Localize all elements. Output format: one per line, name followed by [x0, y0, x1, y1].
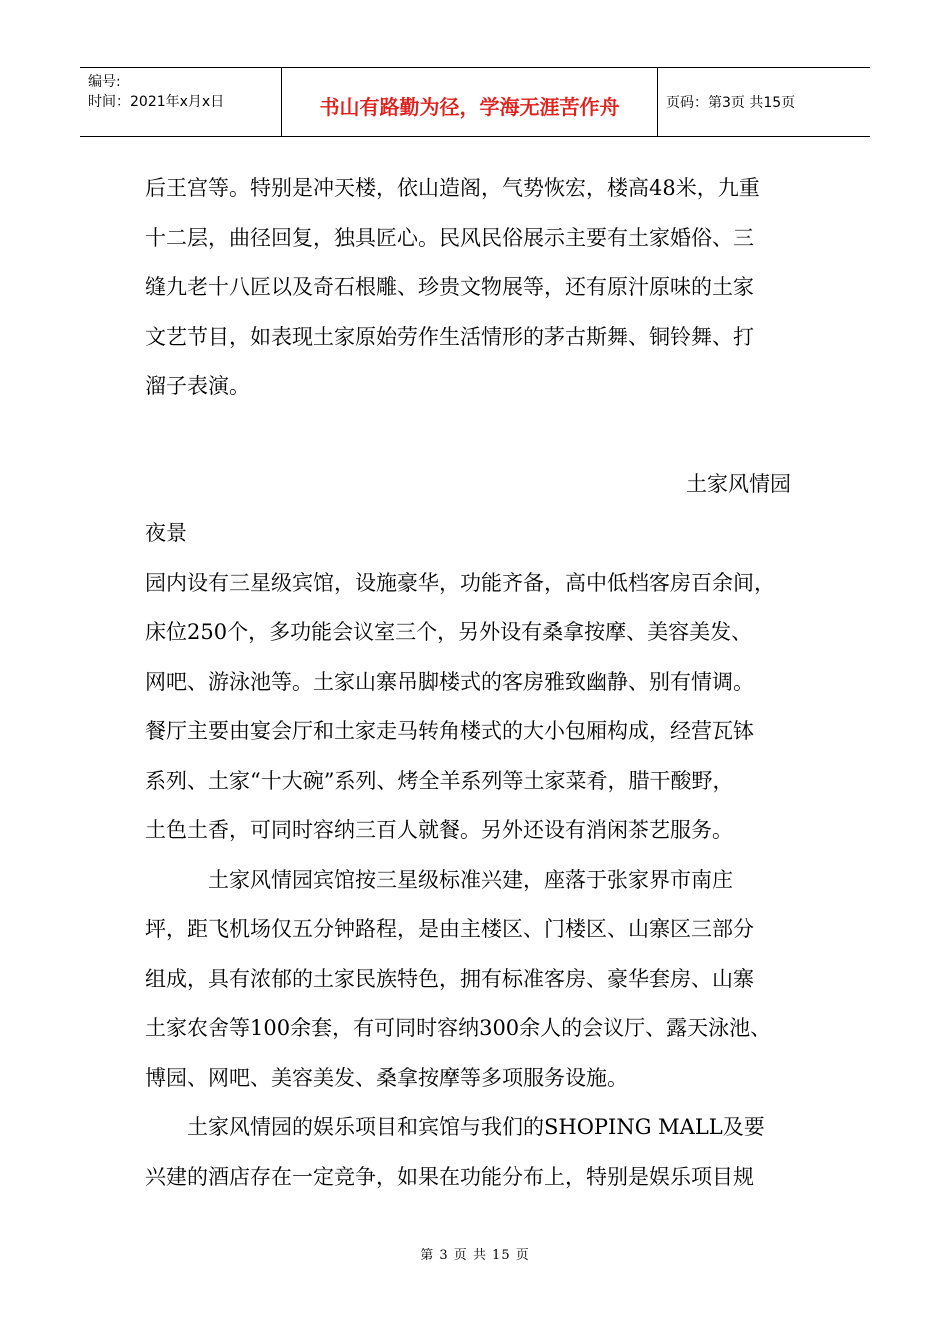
body-line: 文艺节目，如表现土家原始劳作生活情形的茅古斯舞、铜铃舞、打: [145, 324, 754, 349]
body-line: 网吧、游泳池等。土家山寨吊脚楼式的客房雅致幽静、别有情调。: [145, 669, 754, 694]
document-body: [145, 164, 805, 1202]
body-line: 系列、土家“十大碗”系列、烤全羊系列等土家菜肴，腊干酸野，: [145, 768, 734, 793]
body-line: 土家风情园的娱乐项目和宾馆与我们的SHOPING MALL及要: [145, 1115, 765, 1139]
image-caption-subtitle: 夜景: [145, 521, 187, 545]
header-meta: [80, 68, 282, 136]
page-header: [80, 67, 870, 137]
body-line: 后王宫等。特别是冲天楼，依山造阁，气势恢宏，楼高48米，九重: [145, 176, 760, 200]
body-line: 园内设有三星级宾馆，设施豪华，功能齐备，高中低档客房百余间，: [145, 570, 775, 595]
body-line: 溜子表演。: [145, 374, 250, 398]
body-line: 床位250个，多功能会议室三个，另外设有桑拿按摩、美容美发、: [145, 620, 753, 644]
time-label: 时间：2021年x月x日: [88, 94, 225, 110]
body-line: 餐厅主要由宴会厅和土家走马转角楼式的大小包厢构成，经营瓦钵: [145, 719, 754, 743]
page-footer: 第 3 页 共 15 页: [420, 1248, 530, 1263]
body-line: 土色土香，可同时容纳三百人就餐。另外还设有消闲茶艺服务。: [145, 818, 733, 842]
body-line: 缝九老十八匠以及奇石根雕、珍贵文物展等，还有原汁原味的土家: [145, 275, 754, 299]
header-page-label: 页码：第3页 共15页: [666, 95, 796, 111]
body-line: 兴建的酒店存在一定竞争，如果在功能分布上，特别是娱乐项目规: [145, 1164, 754, 1189]
body-line: 十二层，曲径回复，独具匠心。民风民俗展示主要有土家婚俗、三: [145, 225, 754, 250]
body-line: 组成，具有浓郁的土家民族特色，拥有标准客房、豪华套房、山寨: [145, 966, 754, 991]
body-line: 坪，距飞机场仅五分钟路程，是由主楼区、门楼区、山寨区三部分: [145, 917, 754, 941]
body-line: 博园、网吧、美容美发、桑拿按摩等多项服务设施。: [145, 1065, 628, 1090]
body-line: 土家风情园宾馆按三星级标准兴建，座落于张家界市南庄: [145, 867, 733, 892]
header-motto: 书山有路勤为径，学海无涯苦作舟: [282, 68, 658, 136]
image-caption-title: 土家风情园: [686, 471, 791, 496]
body-line: 土家农舍等100余套，有可同时容纳300余人的会议厅、露天泳池、: [145, 1016, 772, 1040]
doc-number-label: 编号:: [88, 74, 121, 90]
